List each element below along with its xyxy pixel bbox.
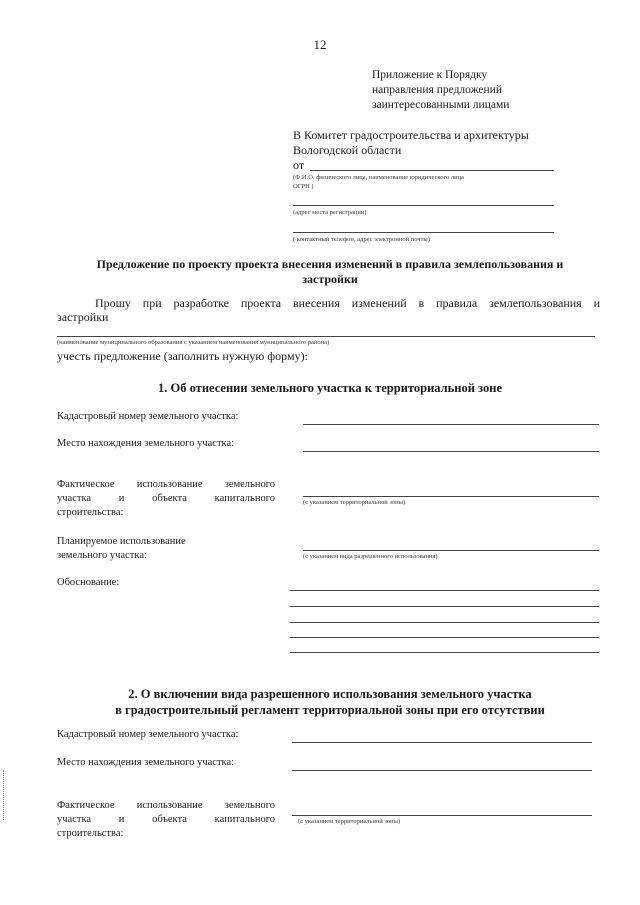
scan-margin-mark [3,770,7,820]
s2-cadastral-line[interactable] [292,742,592,743]
intro-line-2: застройки [57,310,109,324]
s1-justification-line-1[interactable] [290,590,599,591]
title-line-2: застройки [302,272,358,286]
s1-planned-use-caption: (с указанием вида разрешенного использования) [303,553,438,560]
contacts-line[interactable] [293,232,554,233]
municipality-line[interactable] [57,336,595,337]
section1-heading: 1. Об отнесении земельного участка к территориальной зоне [158,381,502,395]
s1-planned-use-line[interactable] [303,550,599,551]
caption-name-1: (Ф.И.О. физического лица, наименование юридического лица [293,174,464,181]
from-name-line[interactable] [310,170,554,171]
address-line[interactable] [293,205,554,206]
appendix-line-3: заинтересованными лицами [372,99,510,111]
caption-municipality: (наименование муниципального образования с указанием наименования муниципального района) [57,339,330,346]
s1-location-line[interactable] [303,451,599,452]
intro-line-3: учесть предложение (заполнить нужную форму): [57,349,308,363]
s1-justification-line-2[interactable] [290,606,599,607]
s1-cadastral-line[interactable] [303,424,599,425]
s2-actual-use-line[interactable] [292,815,592,816]
s1-actual-use-caption: (с указанием территориальной зоны) [303,499,406,506]
section2-heading [60,686,600,718]
s2-cadastral-label: Кадастровый номер земельного участка: [57,729,239,740]
caption-name-2: ОГРН ) [293,183,314,190]
s1-actual-use-1: Фактическое использование земельного [57,479,275,490]
s2-actual-use-3: строительства: [57,828,124,839]
s1-justification-line-5[interactable] [290,652,599,653]
s2-actual-use-2: участка и объекта капитального [57,814,275,825]
s2-location-label: Место нахождения земельного участка: [57,757,235,768]
from-label: от [293,158,305,172]
s1-location-label: Место нахождения земельного участка: [57,438,235,449]
s1-justification-label: Обоснование: [57,577,120,588]
s2-actual-use-1: Фактическое использование земельного [57,800,275,811]
s2-actual-use-caption: (с указанием территориальной зоны) [298,818,401,825]
s1-actual-use-3: строительства: [57,507,124,518]
section2-heading-2: в градостроительный регламент территориальной зоны при его отсутствии [115,703,545,717]
s1-cadastral-label: Кадастровый номер земельного участка: [57,411,239,422]
section2-heading-1: 2. О включении вида разрешенного использования земельного участка [128,687,532,701]
appendix-line-2: направления предложений [372,84,502,96]
s1-planned-use-2: земельного участка: [57,550,147,561]
page-number: 12 [313,37,327,52]
s1-actual-use-2: участка и объекта капитального [57,493,275,504]
intro-line-1: Прошу при разработке проекта внесения изменений в правила землепользования и [95,296,600,310]
s2-actual-use-label [57,799,275,841]
s1-planned-use-1: Планируемое использование [57,536,186,547]
appendix-note [372,68,509,113]
appendix-line-1: Приложение к Порядку [372,69,488,81]
title-line-1: Предложение по проекту проекта внесения изменений в правила землепользования и [96,257,564,271]
s1-justification-line-3[interactable] [290,622,599,623]
s1-planned-use-label [57,535,275,563]
s2-location-line[interactable] [292,770,592,771]
caption-address: (адрес места регистрации) [293,209,367,216]
recipient-line-1: В Комитет градостроительства и архитектуры [293,128,529,142]
document-title [60,257,600,287]
s1-actual-use-label [57,478,275,520]
s1-actual-use-line[interactable] [303,496,599,497]
recipient-line-2: Вологодской области [293,143,402,157]
caption-contacts: ( контактный телефон, адрес электронной почты) [293,236,430,243]
s1-justification-line-4[interactable] [290,637,599,638]
recipient-block [293,128,529,173]
